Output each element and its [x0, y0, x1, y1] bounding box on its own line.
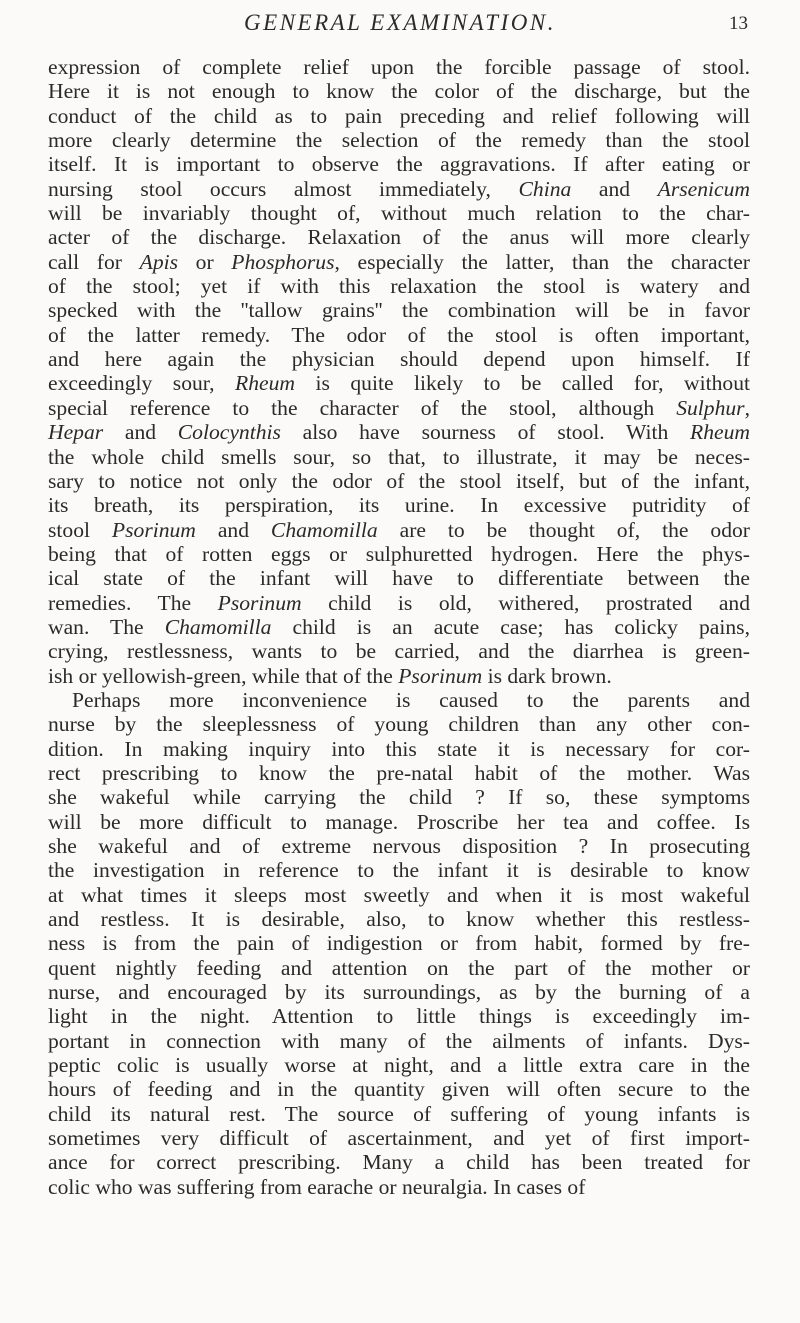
text-segment: child its natural rest. The source of suffering of young infants is	[48, 1101, 750, 1126]
text-segment: the whole child smells sour, so that, to illustrate, it may be neces-	[48, 444, 750, 469]
text-line	[48, 883, 750, 907]
text-segment: and	[103, 420, 178, 445]
text-segment: is quite likely to be called for, without	[294, 371, 750, 396]
text-line	[48, 639, 750, 663]
remedy-name: Psorinum	[217, 590, 302, 615]
text-segment: sary to notice not only the odor of the stool itself, but of the infant,	[48, 468, 750, 493]
text-segment: is dark brown.	[482, 663, 612, 688]
text-line	[48, 1077, 750, 1101]
text-line	[48, 615, 750, 639]
text-line	[48, 956, 750, 980]
text-segment: hours of feeding and in the quantity given will often secure to the	[48, 1077, 750, 1102]
text-segment: or	[178, 249, 232, 274]
text-segment: and	[195, 517, 271, 542]
text-line	[48, 1029, 750, 1053]
remedy-name: Chamomilla	[164, 614, 272, 639]
text-line	[48, 712, 750, 736]
text-line	[48, 1102, 750, 1126]
remedy-name: Apis	[139, 249, 179, 274]
text-line	[48, 274, 750, 298]
remedy-name: Psorinum	[111, 517, 196, 542]
remedy-name: Sulphur	[676, 395, 745, 420]
text-line	[48, 493, 750, 517]
text-segment: ness is from the pain of indigestion or from habit, formed by fre-	[48, 931, 750, 956]
text-segment: and here again the physician should depend upon himself. If	[48, 347, 750, 372]
text-segment: ical state of the infant will have to differentiate between the	[48, 566, 750, 591]
text-segment: remedies. The	[48, 590, 218, 615]
text-segment: and	[571, 176, 658, 201]
text-segment: itself. It is important to observe the aggravations. If after eating or	[48, 152, 750, 177]
body-text	[48, 55, 750, 1199]
text-line	[48, 55, 750, 79]
text-line	[48, 152, 750, 176]
text-segment: colic who was suffering from earache or neuralgia. In cases of	[48, 1174, 586, 1199]
remedy-name: Colocynthis	[177, 420, 281, 445]
text-line	[48, 542, 750, 566]
text-segment: will be invariably thought of, without much relation to the char-	[48, 201, 750, 226]
text-segment: she wakeful and of extreme nervous disposition ? In prosecuting	[48, 834, 750, 858]
text-segment: wan. The	[48, 614, 165, 639]
text-segment: ance for correct prescribing. Many a child has been treated for	[48, 1150, 750, 1175]
text-line	[48, 445, 750, 469]
text-segment: child is an acute case; has colicky pains,	[271, 614, 750, 639]
text-line	[48, 1175, 750, 1199]
text-line	[48, 298, 750, 322]
text-segment: stool	[48, 517, 112, 542]
text-segment: of the stool; yet if with this relaxation the stool is watery and	[48, 274, 750, 299]
text-segment: rect prescribing to know the pre-natal habit of the mother. Was	[48, 760, 750, 785]
text-line	[48, 177, 750, 201]
text-segment: light in the night. Attention to little things is exceedingly im-	[48, 1004, 750, 1029]
text-segment: special reference to the character of the stool, although	[48, 395, 677, 420]
text-segment: crying, restlessness, wants to be carried, and the diarrhea is green-	[48, 639, 750, 664]
text-line	[48, 1053, 750, 1077]
text-line	[48, 858, 750, 882]
text-line	[48, 980, 750, 1004]
text-line	[48, 250, 750, 274]
remedy-name: Rheum	[235, 371, 295, 396]
text-segment: acter of the discharge. Relaxation of the anus will more clearly	[48, 225, 750, 250]
remedy-name: Rheum	[690, 420, 750, 445]
text-line	[48, 347, 750, 371]
text-segment: nurse, and encouraged by its surroundings, as by the burning of a	[48, 980, 750, 1005]
text-segment: exceedingly sour,	[48, 371, 236, 396]
text-segment: will be more difficult to manage. Proscribe her tea and coffee. Is	[48, 809, 750, 834]
text-line	[48, 1150, 750, 1174]
remedy-name: China	[518, 176, 572, 201]
text-line	[48, 518, 750, 542]
remedy-name: Psorinum	[398, 663, 483, 688]
text-segment: and restless. It is desirable, also, to know whether this restless-	[48, 907, 750, 932]
text-segment: nurse by the sleeplessness of young children than any other con-	[48, 712, 750, 737]
text-segment: specked with the ''tallow grains'' the combination will be in favor	[48, 298, 750, 323]
text-segment: are to be thought of, the odor	[377, 517, 750, 542]
text-line	[48, 225, 750, 249]
remedy-name: Chamomilla	[270, 517, 378, 542]
text-segment: ,	[744, 395, 750, 420]
text-segment: expression of complete relief upon the forcible passage of stool.	[48, 55, 750, 79]
text-line	[48, 591, 750, 615]
text-line	[48, 834, 750, 858]
text-segment: quent nightly feeding and attention on the part of the mother or	[48, 955, 750, 980]
text-line	[48, 761, 750, 785]
text-line	[48, 1004, 750, 1028]
text-segment: child is old, withered, prostrated and	[301, 590, 750, 615]
text-line	[48, 420, 750, 444]
text-segment: conduct of the child as to pain preceding and relief following will	[48, 103, 750, 128]
text-segment: Here it is not enough to know the color of the discharge, but the	[48, 79, 750, 104]
text-line	[48, 737, 750, 761]
text-line	[48, 566, 750, 590]
text-segment: call for	[48, 249, 140, 274]
text-line	[48, 688, 750, 712]
text-segment: dition. In making inquiry into this state it is necessary for cor-	[48, 736, 750, 761]
text-line	[48, 931, 750, 955]
text-segment: peptic colic is usually worse at night, and a little extra care in the	[48, 1053, 750, 1078]
running-head	[52, 10, 748, 50]
page-number: 13	[729, 13, 748, 34]
text-line	[48, 104, 750, 128]
text-segment: , especially the latter, than the character	[334, 249, 750, 274]
paragraph	[48, 55, 750, 688]
text-line	[48, 371, 750, 395]
text-segment: being that of rotten eggs or sulphuretted hydrogen. Here the phys-	[48, 541, 750, 566]
text-line	[48, 664, 750, 688]
text-line	[48, 469, 750, 493]
text-segment: the investigation in reference to the infant it is desirable to know	[48, 858, 750, 883]
text-segment: more clearly determine the selection of the remedy than the stool	[48, 128, 750, 153]
text-segment: Perhaps more inconvenience is caused to the parents and	[72, 687, 750, 712]
text-segment: portant in connection with many of the ailments of infants. Dys-	[48, 1028, 750, 1053]
text-line	[48, 1126, 750, 1150]
remedy-name: Phosphorus	[231, 249, 335, 274]
text-segment: also have sourness of stool. With	[280, 420, 691, 445]
text-segment: sometimes very difficult of ascertainment, and yet of first import-	[48, 1126, 750, 1151]
text-line	[48, 785, 750, 809]
text-line	[48, 79, 750, 103]
text-segment: its breath, its perspiration, its urine. In excessive putridity of	[48, 493, 750, 518]
text-segment: at what times it sleeps most sweetly and when it is most wakeful	[48, 882, 750, 907]
text-segment: ish or yellowish-green, while that of the	[48, 663, 399, 688]
text-line	[48, 323, 750, 347]
running-title: GENERAL EXAMINATION.	[244, 10, 556, 35]
text-line	[48, 810, 750, 834]
text-line	[48, 396, 750, 420]
text-segment: of the latter remedy. The odor of the stool is often important,	[48, 322, 750, 347]
remedy-name: Hepar	[48, 420, 104, 445]
paragraph	[48, 688, 750, 1199]
text-line	[48, 907, 750, 931]
remedy-name: Arsenicum	[657, 176, 750, 201]
text-line	[48, 128, 750, 152]
text-line	[48, 201, 750, 225]
text-segment: nursing stool occurs almost immediately,	[48, 176, 519, 201]
text-segment: she wakeful while carrying the child ? If so, these symptoms	[48, 785, 750, 810]
